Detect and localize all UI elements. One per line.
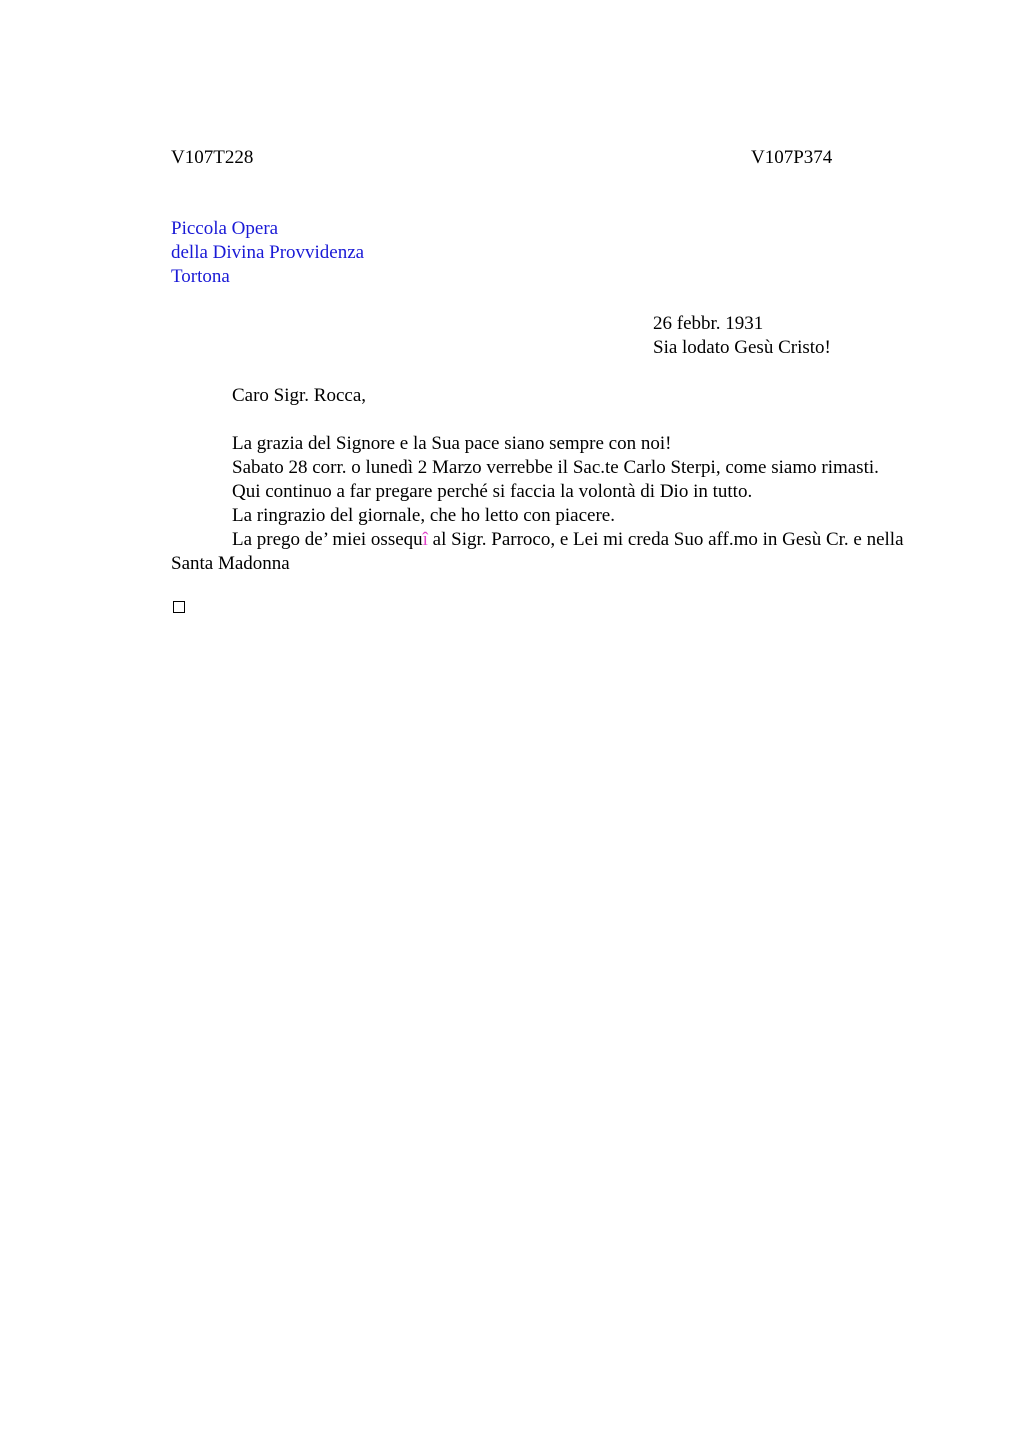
paragraph-3: Qui continuo a far pregare perché si faccia la volontà di Dio in tutto. xyxy=(232,481,753,502)
end-marker-box xyxy=(173,601,185,613)
highlighted-character: î xyxy=(422,529,428,550)
letter-motto: Sia lodato Gesù Cristo! xyxy=(653,337,831,358)
salutation: Caro Sigr. Rocca, xyxy=(232,385,367,406)
document-code-right: V107P374 xyxy=(751,147,833,168)
letterhead-line-2: della Divina Provvidenza xyxy=(171,242,365,263)
paragraph-5 xyxy=(171,528,923,576)
letterhead-line-3: Tortona xyxy=(171,266,230,287)
paragraph-5-end: al Sigr. Parroco, e Lei mi creda Suo aff.mo in Gesù Cr. e nella Santa Madonna xyxy=(171,529,904,574)
paragraph-4: La ringrazio del giornale, che ho letto con piacere. xyxy=(232,505,615,526)
letter-body xyxy=(171,432,923,576)
letterhead-line-1: Piccola Opera xyxy=(171,218,279,239)
paragraph-2: Sabato 28 corr. o lunedì 2 Marzo verrebbe il Sac.te Carlo Sterpi, come siamo rimasti. xyxy=(232,457,879,478)
document-code-left: V107T228 xyxy=(171,147,254,168)
paragraph-1: La grazia del Signore e la Sua pace siano sempre con noi! xyxy=(232,433,672,454)
letter-date: 26 febbr. 1931 xyxy=(653,313,764,334)
paragraph-5-start: La prego de’ miei ossequ xyxy=(232,529,423,550)
